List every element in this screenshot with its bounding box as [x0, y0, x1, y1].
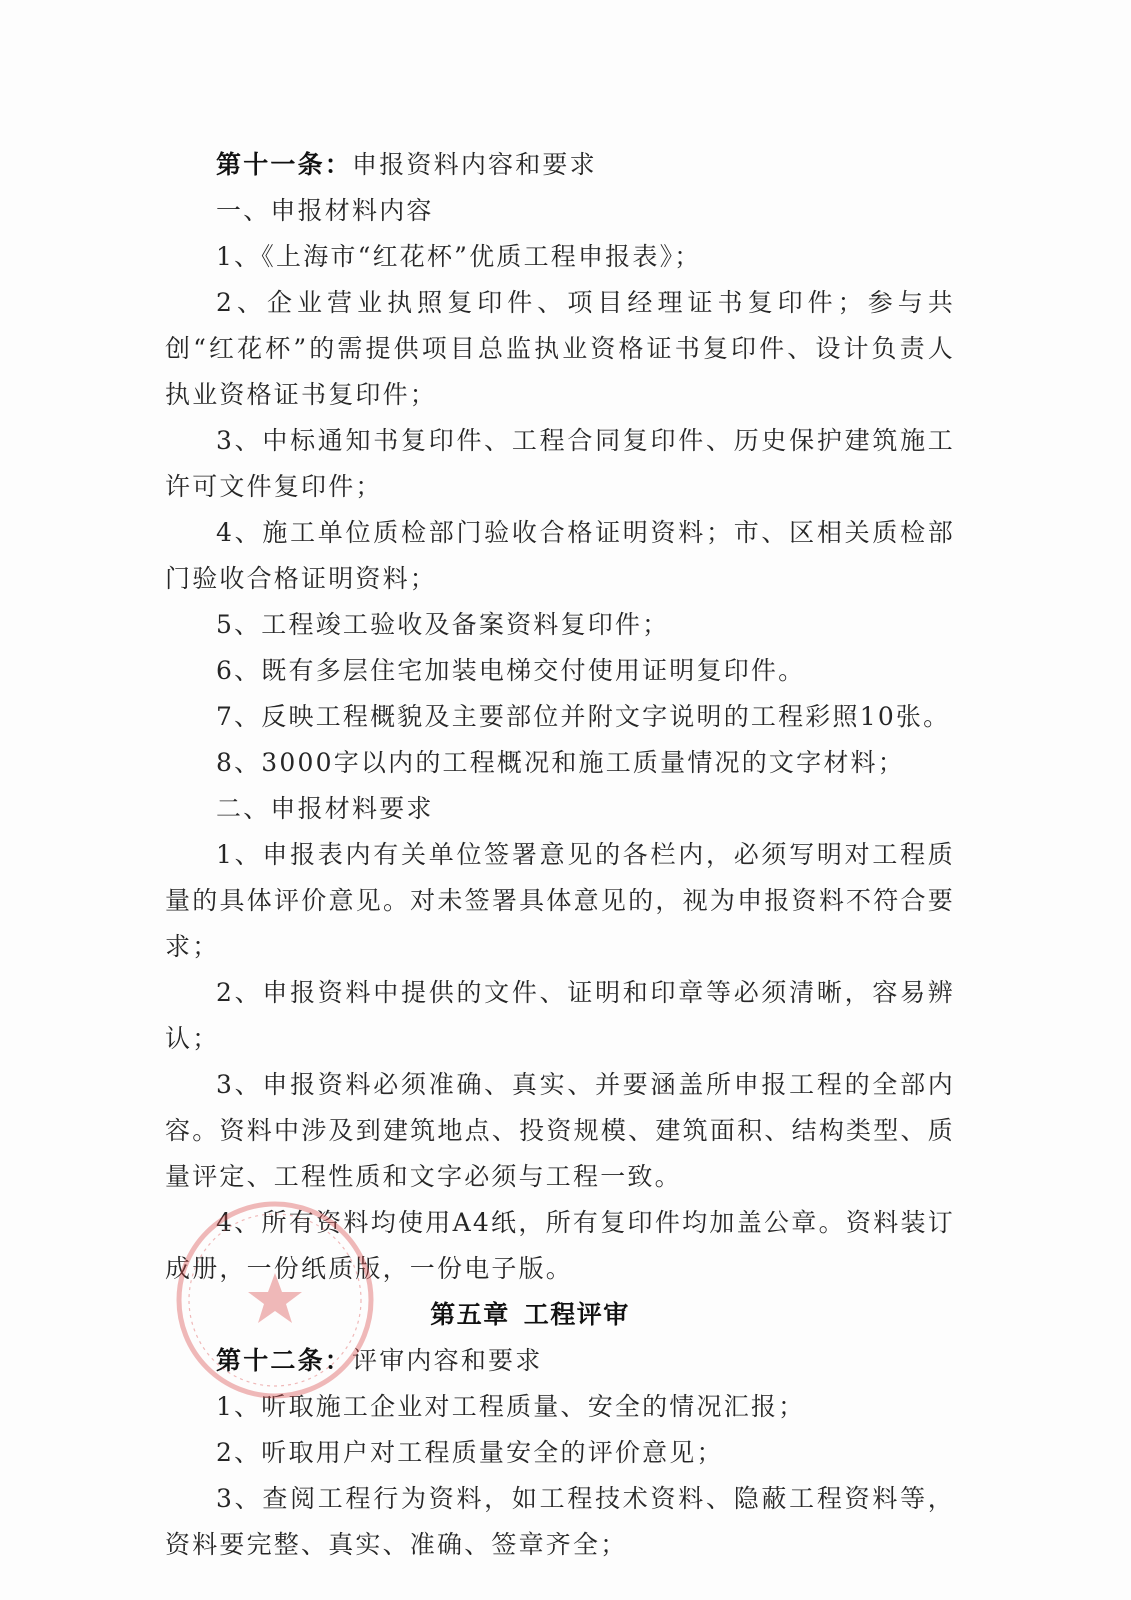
chapter-5-number: 第五章 [430, 1300, 510, 1329]
section-2-heading: 二、申报材料要求 [216, 794, 434, 823]
article-11-heading [165, 142, 955, 188]
section-1-item-2: 2、企业营业执照复印件、项目经理证书复印件；参与共创“红花杯”的需提供项目总监执业资格证书复印件、设计负责人执业资格证书复印件； [165, 288, 955, 409]
section-1-item-8: 8、3000字以内的工程概况和施工质量情况的文字材料； [216, 748, 905, 777]
section-2-item-4: 4、所有资料均使用A4纸，所有复印件均加盖公章。资料装订成册，一份纸质版，一份电子版。 [165, 1208, 955, 1283]
chapter-5-heading [165, 1292, 955, 1338]
section-1-item-4: 4、施工单位质检部门验收合格证明资料；市、区相关质检部门验收合格证明资料； [165, 518, 955, 593]
section-2-item-2: 2、申报资料中提供的文件、证明和印章等必须清晰，容易辨认； [165, 978, 955, 1053]
section-1-item-5: 5、工程竣工验收及备案资料复印件； [216, 610, 670, 639]
article-12-item-3: 3、查阅工程行为资料，如工程技术资料、隐蔽工程资料等，资料要完整、真实、准确、签章齐全； [165, 1484, 955, 1559]
section-1-item-7: 7、反映工程概貌及主要部位并附文字说明的工程彩照10张。 [216, 702, 951, 731]
section-1-item-1: 1、《上海市“红花杯”优质工程申报表》； [216, 242, 702, 271]
document-body [165, 142, 955, 1568]
article-11-number: 第十一条： [216, 150, 353, 179]
article-12-number: 第十二条： [216, 1346, 353, 1375]
article-12-item-1: 1、听取施工企业对工程质量、安全的情况汇报； [216, 1392, 806, 1421]
section-1-item-6: 6、既有多层住宅加装电梯交付使用证明复印件。 [216, 656, 806, 685]
article-12-title: 评审内容和要求 [352, 1346, 543, 1375]
section-1-item-3: 3、中标通知书复印件、工程合同复印件、历史保护建筑施工许可文件复印件； [165, 426, 955, 501]
article-12-heading [165, 1338, 955, 1384]
section-1-heading: 一、申报材料内容 [216, 196, 434, 225]
article-11-title: 申报资料内容和要求 [352, 150, 597, 179]
article-12-item-2: 2、听取用户对工程质量安全的评价意见； [216, 1438, 724, 1467]
section-2-item-3: 3、申报资料必须准确、真实、并要涵盖所申报工程的全部内容。资料中涉及到建筑地点、投资规模、建筑面积、结构类型、质量评定、工程性质和文字必须与工程一致。 [165, 1070, 955, 1191]
section-2-item-1: 1、申报表内有关单位签署意见的各栏内，必须写明对工程质量的具体评价意见。对未签署具体意见的，视为申报资料不符合要求； [165, 840, 955, 961]
chapter-5-title: 工程评审 [523, 1300, 630, 1329]
